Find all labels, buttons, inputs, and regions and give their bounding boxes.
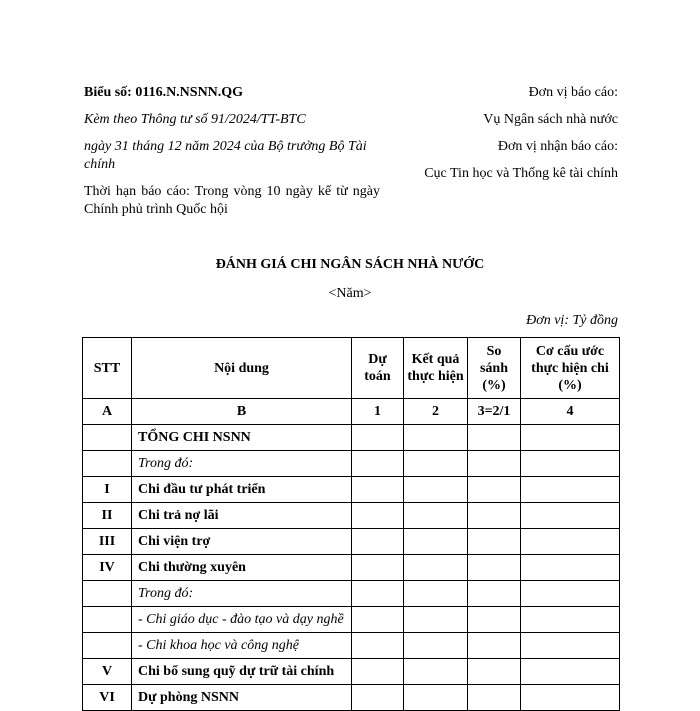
row-stt: [83, 633, 132, 659]
attachment-line-2: ngày 31 tháng 12 năm 2024 của Bộ trưởng Bộ Tài chính: [84, 139, 367, 172]
row-cell: [468, 685, 521, 711]
row-stt: II: [83, 503, 132, 529]
row-content: Chi viện trợ: [132, 529, 352, 555]
row-cell: [404, 451, 468, 477]
header-right: [418, 84, 618, 183]
row-cell: [404, 555, 468, 581]
row-cell: [468, 581, 521, 607]
row-cell: [352, 633, 404, 659]
row-cell: [468, 633, 521, 659]
row-content: Chi thường xuyên: [132, 555, 352, 581]
budget-table: [82, 337, 620, 711]
row-cell: [352, 451, 404, 477]
reporting-unit-label: Đơn vị báo cáo:: [528, 85, 618, 100]
table-row: [83, 659, 620, 685]
header-structure: Cơ cấu ước thực hiện chi (%): [521, 338, 620, 399]
row-stt: [83, 451, 132, 477]
row-cell: [352, 685, 404, 711]
row-cell: [468, 607, 521, 633]
row-content: Chi đầu tư phát triển: [132, 477, 352, 503]
row-cell: [468, 659, 521, 685]
receiving-unit: Cục Tin học và Thống kê tài chính: [424, 166, 618, 181]
table-row: [83, 607, 620, 633]
row-cell: [352, 659, 404, 685]
row-content: Chi bổ sung quỹ dự trữ tài chính: [132, 659, 352, 685]
row-cell: [468, 503, 521, 529]
row-cell: [404, 633, 468, 659]
table-header-row: [83, 338, 620, 399]
header-compare: So sánh (%): [468, 338, 521, 399]
header-content: Nội dung: [132, 338, 352, 399]
row-cell: [468, 477, 521, 503]
table-row: [83, 555, 620, 581]
row-stt: IV: [83, 555, 132, 581]
table-row: [83, 503, 620, 529]
row-cell: [352, 529, 404, 555]
index-cell: 4: [521, 399, 620, 425]
row-stt: VI: [83, 685, 132, 711]
row-content: TỔNG CHI NSNN: [132, 425, 352, 451]
index-cell: A: [83, 399, 132, 425]
table-row: [83, 425, 620, 451]
index-cell: 1: [352, 399, 404, 425]
row-cell: [521, 425, 620, 451]
unit-label: Đơn vị: Tỷ đồng: [526, 313, 618, 328]
table-row: [83, 581, 620, 607]
header-left: [84, 84, 380, 219]
row-cell: [404, 607, 468, 633]
header-estimate: Dự toán: [352, 338, 404, 399]
row-cell: [521, 659, 620, 685]
row-content: Trong đó:: [132, 451, 352, 477]
row-content: - Chi khoa học và công nghệ: [132, 633, 352, 659]
row-cell: [521, 477, 620, 503]
row-cell: [468, 555, 521, 581]
row-cell: [404, 581, 468, 607]
table-row: [83, 451, 620, 477]
row-content: Trong đó:: [132, 581, 352, 607]
row-content: Chi trả nợ lãi: [132, 503, 352, 529]
row-cell: [404, 425, 468, 451]
reporting-unit: Vụ Ngân sách nhà nước: [483, 112, 618, 127]
row-cell: [521, 685, 620, 711]
row-cell: [404, 477, 468, 503]
receiving-unit-label: Đơn vị nhận báo cáo:: [497, 139, 618, 154]
row-cell: [404, 659, 468, 685]
row-cell: [352, 555, 404, 581]
row-cell: [521, 503, 620, 529]
row-cell: [352, 425, 404, 451]
row-cell: [352, 581, 404, 607]
row-cell: [352, 477, 404, 503]
row-cell: [468, 425, 521, 451]
row-stt: I: [83, 477, 132, 503]
index-cell: B: [132, 399, 352, 425]
row-cell: [468, 529, 521, 555]
table-row: [83, 685, 620, 711]
row-stt: III: [83, 529, 132, 555]
table-row: [83, 477, 620, 503]
row-cell: [521, 555, 620, 581]
header-result: Kết quả thực hiện: [404, 338, 468, 399]
index-cell: 3=2/1: [468, 399, 521, 425]
table-row: [83, 529, 620, 555]
row-cell: [521, 607, 620, 633]
report-deadline: Thời hạn báo cáo: Trong vòng 10 ngày kể từ ngày Chính phủ trình Quốc hội: [84, 184, 380, 217]
form-number: Biểu số: 0116.N.NSNN.QG: [84, 85, 244, 100]
row-stt: V: [83, 659, 132, 685]
row-stt: [83, 581, 132, 607]
index-cell: 2: [404, 399, 468, 425]
row-cell: [468, 451, 521, 477]
table-row: [83, 633, 620, 659]
row-content: - Chi giáo dục - đào tạo và dạy nghề: [132, 607, 352, 633]
document-year: <Năm>: [328, 286, 372, 301]
index-row: [83, 399, 620, 425]
row-cell: [521, 633, 620, 659]
row-cell: [352, 503, 404, 529]
row-content: Dự phòng NSNN: [132, 685, 352, 711]
row-stt: [83, 607, 132, 633]
row-cell: [521, 581, 620, 607]
row-cell: [404, 685, 468, 711]
row-cell: [521, 529, 620, 555]
header-stt: STT: [83, 338, 132, 399]
row-cell: [521, 451, 620, 477]
attachment-line-1: Kèm theo Thông tư số 91/2024/TT-BTC: [84, 112, 306, 127]
row-cell: [352, 607, 404, 633]
row-stt: [83, 425, 132, 451]
row-cell: [404, 529, 468, 555]
row-cell: [404, 503, 468, 529]
document-title: ĐÁNH GIÁ CHI NGÂN SÁCH NHÀ NƯỚC: [215, 257, 485, 272]
